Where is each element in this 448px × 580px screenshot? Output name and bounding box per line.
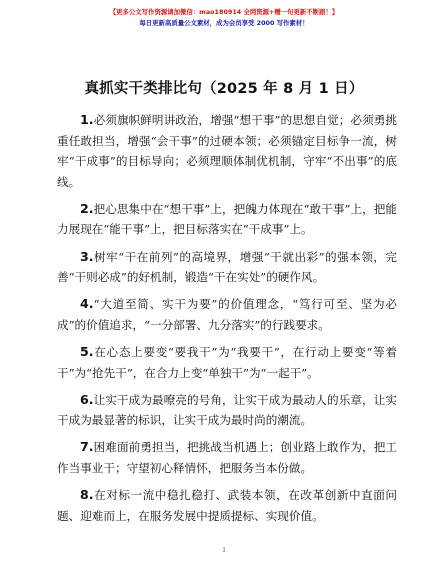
paragraph-text: 必须旗帜鲜明讲政治，增强“想干事”的思想自觉；必须勇挑重任敢担当，增强“会干事”的过硬本领；必须锚定目标争一流，树牢“干成事”的目标导向；必须理顺体制优机制，守牢“不出事”的底线。 [57,113,397,189]
paragraph-number: 6. [80,391,94,407]
paragraph-2 [57,199,397,240]
document-body [57,110,397,533]
paragraph-text: 在对标一流中稳扎稳打、武装本领，在改革创新中直面问题、迎难而上，在服务发展中提质提标、实现价值。 [57,488,397,523]
paragraph-7 [57,437,397,478]
paragraph-text: 树牢“干在前列”的高境界，增强“干就出彩”的强本领，完善“干则必成”的好机制，锻造“干在实处”的硬作风。 [57,249,397,285]
paragraph-number: 8. [80,487,94,502]
page-number: 1 [222,546,226,554]
paragraph-text: 在心态上要变“要我干”为“我要干”，在行动上要变“等着干”为“抢先干”，在合力上变“单独干”为“一起干”。 [57,344,397,380]
paragraph-number: 4. [80,296,94,312]
paragraph-5 [57,342,397,383]
paragraph-number: 5. [80,343,94,359]
promo-banner-line-2: 每日更新高质量公文素材，成为会员享受 2000 写作素材！ [139,19,309,27]
paragraph-number: 7. [80,439,94,455]
paragraph-number: 2. [80,200,94,216]
document-title: 真抓实干类排比句（2025 年 8 月 1 日） [84,81,364,97]
paragraph-6 [57,390,397,431]
paragraph-text: 让实干成为最嘹亮的号角，让实干成为最动人的乐章，让实干成为最显著的标识，让实干成为最时尚的潮流。 [57,392,397,428]
paragraph-text: “大道至简、实干为要”的价值理念，“笃行可至、坚为必成”的价值追求，“一分部署、九分落实”的行践要求。 [57,297,397,332]
promo-banner-line-1: 【更多公文写作资源请加微信：mao180914 全网资源+赠一句更新不断跟！】 [109,8,339,16]
paragraph-4 [57,294,397,335]
paragraph-number: 1. [80,112,94,127]
paragraph-1 [57,110,397,192]
paragraph-text: 把心思集中在“想干事”上，把魄力体现在“敢干事”上，把能力展现在“能干事”上，把目标落实在“干成事”上。 [57,201,397,237]
paragraph-number: 3. [80,248,94,264]
paragraph-3 [57,247,397,288]
paragraph-8 [57,485,397,526]
paragraph-text: 困难面前勇担当，把挑战当机遇上；创业路上敢作为，把工作当事业干；守望初心释情怀，把服务当本份做。 [57,440,397,475]
